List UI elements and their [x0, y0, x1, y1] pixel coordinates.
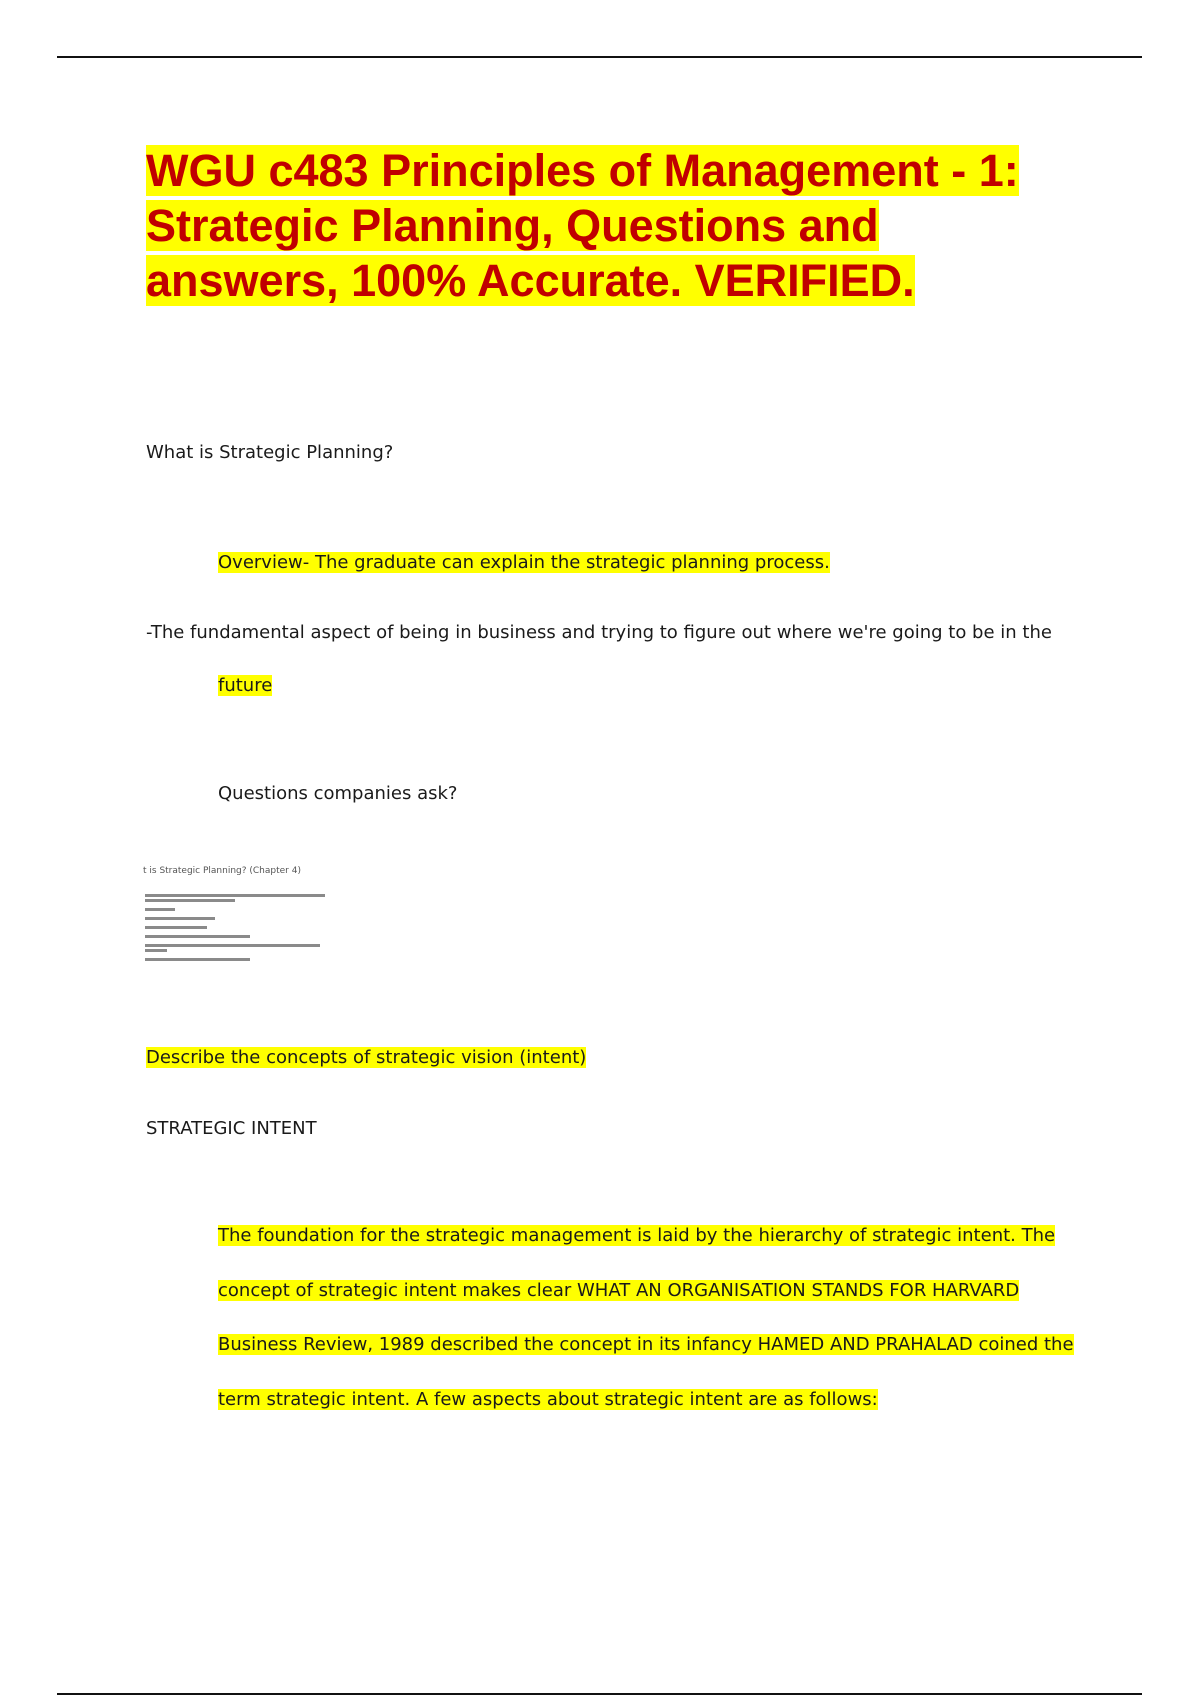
strategic-intent-paragraph — [218, 1223, 1098, 1441]
slide-thumbnail-text-lines — [143, 866, 343, 988]
overview-answer — [218, 550, 830, 576]
document-title-highlight — [146, 145, 1019, 306]
paragraph-line-text: The foundation for the strategic management is laid by the hierarchy of strategic intent. The — [218, 1225, 1056, 1246]
question-strategic-vision — [146, 1045, 586, 1071]
slide-thumbnail-image — [143, 866, 343, 988]
question-strategic-planning: What is Strategic Planning? — [146, 442, 394, 463]
fundamental-answer-line-2 — [218, 673, 272, 699]
paragraph-line — [218, 1223, 1098, 1278]
overview-highlight: Overview- The graduate can explain the strategic planning process. — [218, 552, 830, 573]
title-line-3: answers, 100% Accurate. VERIFIED. — [146, 255, 915, 306]
strategic-vision-highlight: Describe the concepts of strategic vision (intent) — [146, 1047, 587, 1068]
document-title — [146, 143, 1106, 308]
header-rule — [57, 56, 1142, 58]
title-line-1: WGU c483 Principles of Management - 1: — [146, 145, 1019, 196]
paragraph-line-text: term strategic intent. A few aspects about strategic intent are as follows: — [218, 1388, 878, 1410]
questions-companies-ask: Questions companies ask? — [218, 783, 458, 804]
footer-rule — [57, 1693, 1142, 1695]
paragraph-line — [218, 1387, 1098, 1442]
slide-thumbnail-caption: t is Strategic Planning? (Chapter 4) — [143, 866, 301, 876]
future-highlight: future — [218, 675, 273, 696]
paragraph-line-text: concept of strategic intent makes clear WHAT AN ORGANISATION STANDS FOR HARVARD — [218, 1279, 1020, 1301]
paragraph-line-text: Business Review, 1989 described the concept in its infancy HAMED AND PRAHALAD coined the — [218, 1334, 1074, 1355]
fundamental-answer-line-1: -The fundamental aspect of being in business and trying to figure out where we're going to be in the — [146, 622, 1052, 643]
paragraph-line — [218, 1332, 1098, 1387]
paragraph-line — [218, 1278, 1098, 1333]
section-heading-strategic-intent: STRATEGIC INTENT — [146, 1118, 317, 1139]
title-line-2: Strategic Planning, Questions and — [146, 200, 879, 251]
